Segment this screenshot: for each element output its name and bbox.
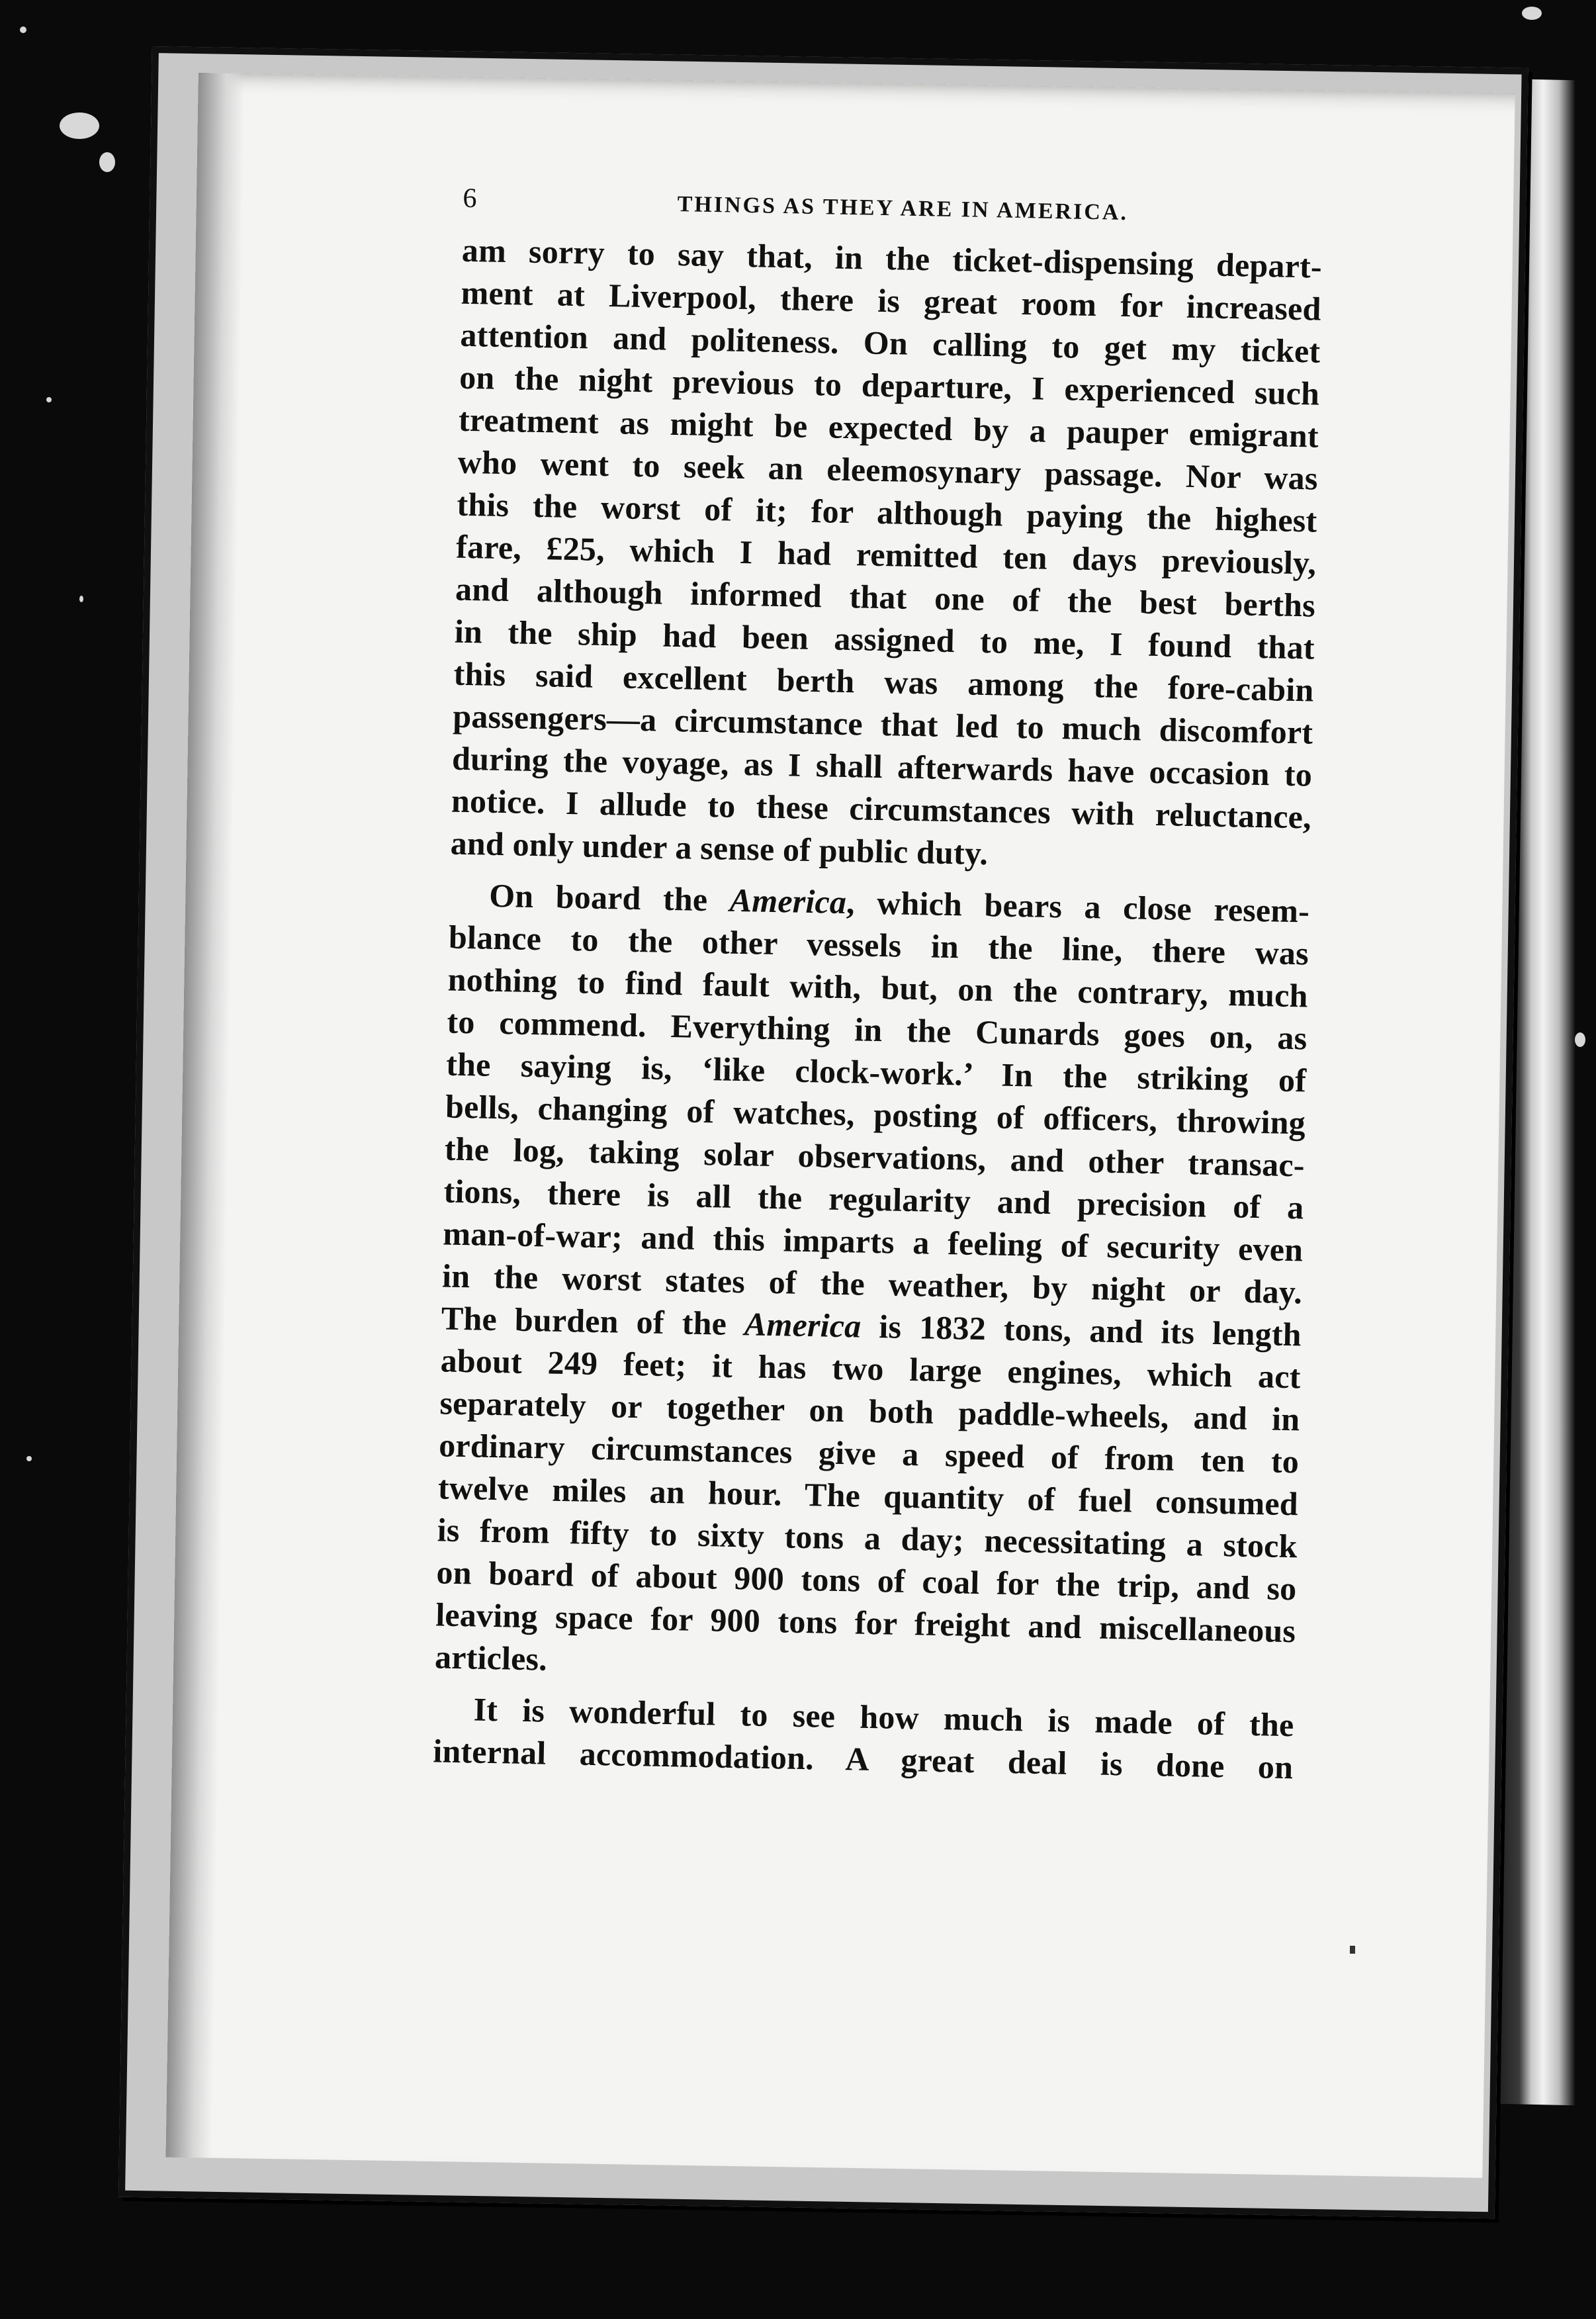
text-line: tions, there is all the regularity and precision of a	[443, 1172, 1304, 1226]
scan-speck	[46, 397, 52, 402]
text-line: It is wonderful to see how much is made of the	[473, 1690, 1294, 1744]
text-line: blance to the other vessels in the line, there was	[448, 918, 1309, 972]
page-text	[234, 179, 1323, 1787]
page-number: 6	[463, 183, 477, 214]
text-line: ment at Liverpool, there is great room for increased	[461, 273, 1322, 328]
text-line: and although informed that one of the best berths	[455, 570, 1316, 624]
text-line: is from fifty to sixty tons a day; necessitating a stock	[437, 1511, 1298, 1565]
text-line: who went to seek an eleemosynary passage. Nor was	[457, 443, 1319, 497]
text-line: ordinary circumstances give a speed of from ten to	[438, 1426, 1300, 1480]
text-line: the log, taking solar observations, and other transac-	[444, 1130, 1306, 1184]
scan-speck	[20, 26, 26, 33]
text-line: and only under a sense of public duty.	[450, 824, 989, 872]
text-line: The burden of the America is 1832 tons, and its length	[441, 1299, 1302, 1353]
scan-speck	[60, 113, 99, 139]
text-line: notice. I allude to these circumstances with reluctance,	[451, 782, 1312, 836]
text-line: to commend. Everything in the Cunards goes on, as	[447, 1003, 1308, 1057]
text-line: leaving space for 900 tons for freight and miscellaneous	[435, 1596, 1296, 1650]
ink-mark	[1350, 1946, 1355, 1954]
text-line: this said excellent berth was among the fore-cabin	[453, 655, 1314, 709]
text-line: man-of-war; and this imparts a feeling of security even	[442, 1214, 1304, 1269]
scan-speck	[99, 152, 115, 172]
text-line: in the ship had been assigned to me, I found that	[454, 612, 1315, 666]
scan-speck	[1522, 7, 1542, 20]
text-line: am sorry to say that, in the ticket-dispensing depart-	[461, 231, 1323, 285]
text-line: On board the America, which bears a close resem-	[488, 876, 1310, 930]
scan-speck	[26, 1456, 32, 1461]
text-line: internal accommodation. A great deal is done on	[432, 1732, 1294, 1786]
text-line: bells, changing of watches, posting of officers, throwing	[445, 1087, 1306, 1142]
text-line: on board of about 900 tons of coal for the trip, and so	[436, 1553, 1297, 1608]
text-line: in the worst states of the weather, by night or day.	[441, 1257, 1303, 1311]
running-title: THINGS AS THEY ARE IN AMERICA.	[677, 191, 1129, 226]
text-line: articles.	[434, 1638, 548, 1678]
text-line: attention and politeness. On calling to get my ticket	[459, 316, 1321, 370]
scan-speck	[79, 596, 83, 602]
text-line: passengers—a circumstance that led to much discomfort	[452, 697, 1313, 751]
text-line: about 249 feet; it has two large engines, which act	[440, 1341, 1302, 1396]
text-line: nothing to find fault with, but, on the contrary, much	[447, 960, 1309, 1015]
text-line: separately or together on both paddle-wheels, and in	[439, 1384, 1300, 1438]
scan-speck	[1575, 1032, 1585, 1047]
text-line: the saying is, ‘like clock-work.’ In the striking of	[445, 1045, 1307, 1099]
text-line: fare, £25, which I had remitted ten days previously,	[455, 527, 1317, 582]
text-line: during the voyage, as I shall afterwards have occasion to	[451, 739, 1313, 794]
text-line: on the night previous to departure, I experienced such	[459, 358, 1320, 412]
text-line: treatment as might be expected by a pauper emigrant	[458, 400, 1319, 455]
text-line: this the worst of it; for although paying the highest	[457, 485, 1317, 539]
text-line: twelve miles an hour. The quantity of fuel consumed	[437, 1469, 1299, 1523]
